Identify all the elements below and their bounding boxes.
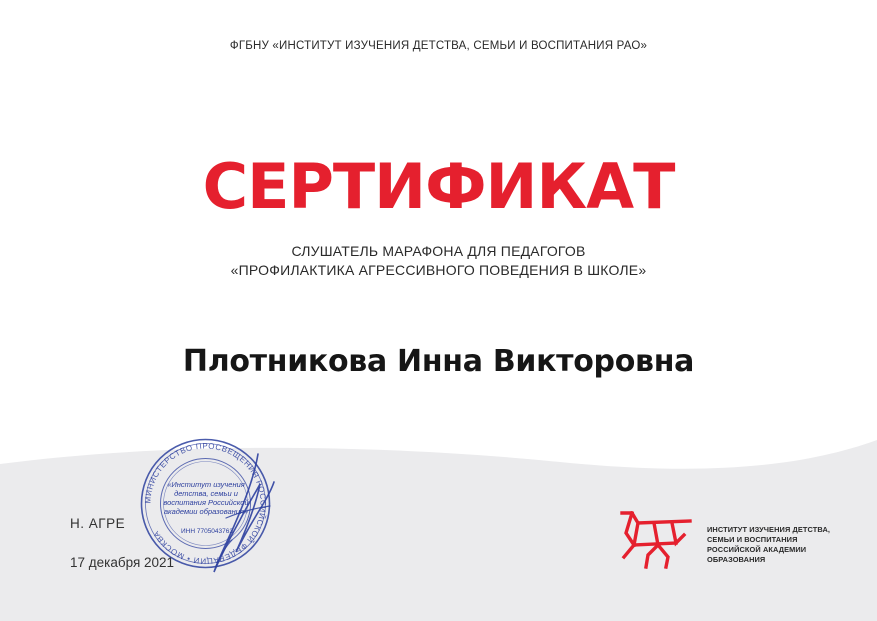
subtitle-line-2: «ПРОФИЛАКТИКА АГРЕССИВНОГО ПОВЕДЕНИЯ В ШКОЛЕ» xyxy=(230,262,647,278)
recipient-name: Плотникова Инна Викторовна xyxy=(182,344,695,379)
stamp-ring-text: МИНИСТЕРСТВО ПРОСВЕЩЕНИЯ РОССИЙСКОЙ ФЕДЕРАЦИИ • МОСКВА xyxy=(143,441,268,566)
signer-name: Н. АГРЕ xyxy=(70,516,126,531)
certificate-title: СЕРТИФИКАТ xyxy=(202,150,675,223)
issue-date: 17 декабря 2021 xyxy=(70,555,175,570)
logo-line-4: ОБРАЗОВАНИЯ xyxy=(707,555,766,564)
institute-logo-text xyxy=(707,525,857,565)
subtitle-line-1: СЛУШАТЕЛЬ МАРАФОНА ДЛЯ ПЕДАГОГОВ xyxy=(291,243,586,259)
stamp-inn: ИНН 7705043763 xyxy=(180,528,234,535)
logo-line-1: ИНСТИТУТ ИЗУЧЕНИЯ ДЕТСТВА, xyxy=(707,525,831,534)
institute-logo-icon xyxy=(618,505,692,569)
organization-header: ФГБНУ «ИНСТИТУТ ИЗУЧЕНИЯ ДЕТСТВА, СЕМЬИ И ВОСПИТАНИЯ РАО» xyxy=(229,40,648,52)
certificate-subtitle xyxy=(0,242,877,280)
stamp-center-text: «Институт изучения детства, семьи и воспитания Российской академии образования» xyxy=(163,480,249,516)
handwritten-signature xyxy=(196,448,286,578)
logo-line-2: СЕМЬИ И ВОСПИТАНИЯ xyxy=(707,535,798,544)
logo-line-3: РОССИЙСКОЙ АКАДЕМИИ xyxy=(707,545,807,554)
